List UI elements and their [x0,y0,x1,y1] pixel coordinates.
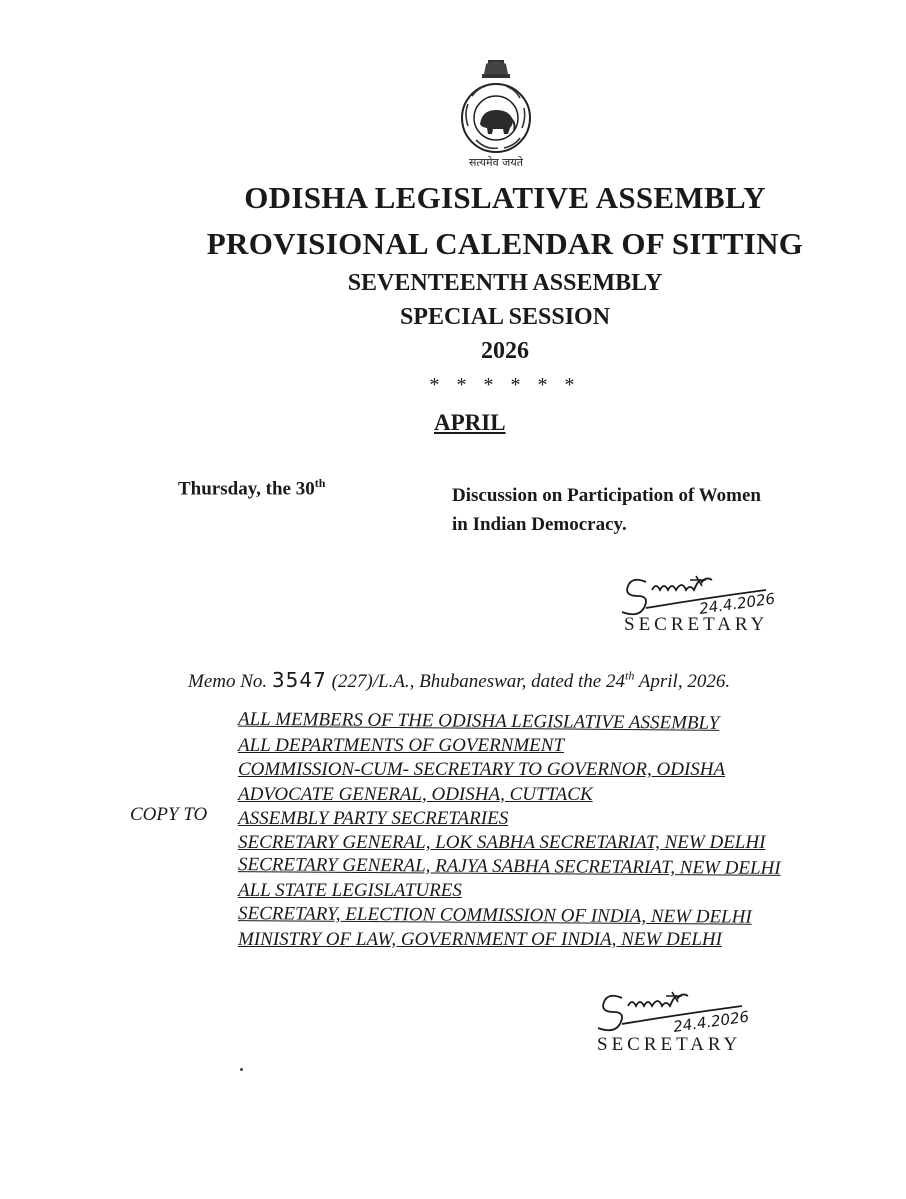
sitting-day [178,476,325,500]
sitting-business-line2: in Indian Democracy. [452,514,627,535]
copy-recipient: SECRETARY GENERAL, LOK SABHA SECRETARIAT, NEW DELHI [238,831,766,853]
copy-recipient: ALL STATE LEGISLATURES [238,880,462,902]
separator-asterisks: * * * * * * [429,374,581,396]
sitting-day-suffix: th [314,476,326,490]
signature-1-date: 24.4.2026 [698,589,777,618]
odisha-assembly-emblem-icon [448,56,544,172]
copy-recipient: SECRETARY, ELECTION COMMISSION OF INDIA, NEW DELHI [237,902,752,928]
session-name: SPECIAL SESSION [399,304,611,330]
assembly-number: SEVENTEENTH ASSEMBLY [347,270,663,296]
svg-text:सत्यमेव जयते: सत्यमेव जयते [468,156,524,169]
copy-recipient: COMMISSION-CUM- SECRETARY TO GOVERNOR, ODISHA [238,759,726,781]
secretary-title-2: SECRETARY [597,1034,742,1055]
memo-reference: (227)/L.A., Bhubaneswar, dated the 24 [331,671,625,692]
sitting-business [452,481,852,539]
copy-to-label: COPY TO [130,804,208,825]
copy-recipient: ALL MEMBERS OF THE ODISHA LEGISLATIVE ASSEMBLY [237,708,720,734]
memo-number: 3547 [271,668,327,692]
secretary-title-1: SECRETARY [624,614,769,635]
copy-to-list [238,710,781,952]
signature-2-date: 24.4.2026 [672,1007,751,1036]
memo-prefix: Memo No. [188,671,268,692]
copy-recipient: MINISTRY OF LAW, GOVERNMENT OF INDIA, NEW DELHI [238,928,722,950]
memo-date-suffix: th [625,668,635,683]
copy-recipient: ASSEMBLY PARTY SECRETARIES [238,807,509,829]
memo-line [188,668,730,693]
copy-recipient: ALL DEPARTMENTS OF GOVERNMENT [238,735,565,757]
emblem-motto [469,156,524,169]
memo-date-tail: April, 2026. [638,671,731,692]
scan-speck [240,1068,243,1071]
session-year: 2026 [481,338,529,364]
copy-recipient: SECRETARY GENERAL, RAJYA SABHA SECRETARIAT, NEW DELHI [237,854,781,880]
assembly-name: ODISHA LEGISLATIVE ASSEMBLY [244,180,766,215]
copy-recipient: ADVOCATE GENERAL, ODISHA, CUTTACK [238,783,593,805]
sitting-day-text: Thursday, the 30 [178,478,315,500]
month-heading: APRIL [434,410,506,435]
sitting-business-line1: Discussion on Participation of Women [452,485,761,506]
document-title: PROVISIONAL CALENDAR OF SITTING [206,226,804,261]
